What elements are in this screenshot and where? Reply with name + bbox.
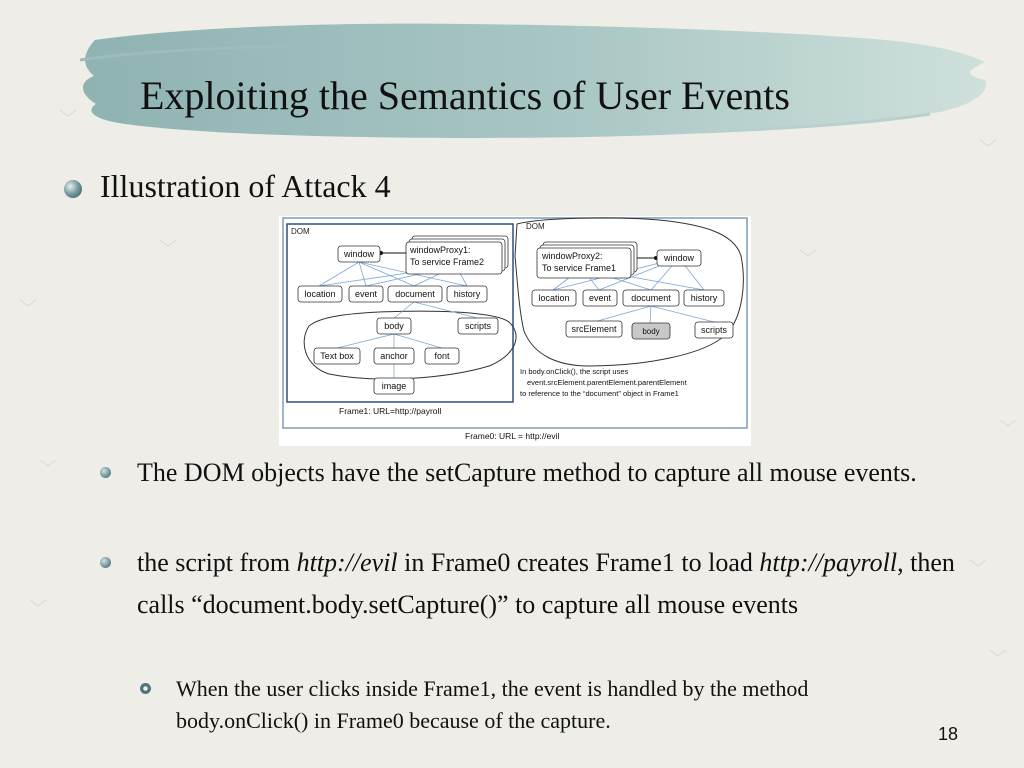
right-node-scripts <box>695 322 733 338</box>
left-node-font <box>425 348 459 364</box>
bullet-sphere-icon <box>64 180 82 198</box>
diagram-note-line3: to reference to the “document” object in Frame1 <box>520 389 679 398</box>
frame0-label: Frame0: URL = http://evil <box>465 431 560 441</box>
svg-text:body: body <box>642 327 660 336</box>
right-node-window-proxy <box>537 242 637 278</box>
svg-text:image: image <box>381 381 407 391</box>
svg-text:history: history <box>690 293 718 303</box>
diagram-note-line2: event.srcElement.parentElement.parentElement <box>527 378 687 387</box>
right-node-location <box>532 290 576 306</box>
svg-text:anchor: anchor <box>380 351 408 361</box>
bullet-setcapture-text: The DOM objects have the setCapture method to capture all mouse events. <box>137 458 917 487</box>
svg-text:scripts: scripts <box>700 325 728 335</box>
left-dom-label: DOM <box>291 227 310 236</box>
left-node-history <box>447 286 487 302</box>
left-node-document <box>388 286 442 302</box>
sub-bullet-text: When the user clicks inside Frame1, the event is handled by the method body.onClick() in Frame0 because of the capture. <box>176 676 809 733</box>
svg-text:To service Frame1: To service Frame1 <box>542 263 617 273</box>
page-number: 18 <box>938 724 959 744</box>
left-node-image <box>374 378 414 394</box>
svg-text:windowProxy2:: windowProxy2: <box>542 251 603 261</box>
right-node-document <box>623 290 679 306</box>
svg-text:scripts: scripts <box>464 321 492 331</box>
bullet-dot-icon <box>100 557 111 568</box>
right-node-window <box>657 250 701 266</box>
left-node-body <box>377 318 411 334</box>
frame1-label: Frame1: URL=http://payroll <box>339 406 442 416</box>
left-node-textbox <box>314 348 360 364</box>
left-node-event <box>349 286 383 302</box>
evil-url: http://evil <box>296 548 398 577</box>
right-dom-label: DOM <box>526 222 545 231</box>
svg-text:body: body <box>384 321 404 331</box>
svg-text:document: document <box>631 293 671 303</box>
right-node-history <box>684 290 724 306</box>
bullet-ring-icon <box>140 683 151 694</box>
svg-text:To service Frame2: To service Frame2 <box>410 257 485 267</box>
svg-text:location: location <box>304 289 336 299</box>
svg-text:Text box: Text box <box>320 351 354 361</box>
svg-text:location: location <box>538 293 570 303</box>
diagram-note-line1: In body.onClick(), the script uses <box>520 367 629 376</box>
left-node-scripts <box>458 318 498 334</box>
right-node-src-element <box>566 321 622 337</box>
bullet-script-frame-text: the script from http://evil in Frame0 creates Frame1 to load http://payroll, then calls “document.body.setCapture()” to capture all mouse events <box>137 548 955 619</box>
bullet-dot-icon <box>100 467 111 478</box>
svg-text:windowProxy1:: windowProxy1: <box>410 245 471 255</box>
svg-text:history: history <box>453 289 481 299</box>
svg-text:window: window <box>343 249 375 259</box>
bullet-illustration-heading: Illustration of Attack 4 <box>100 168 391 204</box>
svg-text:document: document <box>395 289 435 299</box>
left-node-window-proxy <box>406 236 508 274</box>
svg-text:event: event <box>354 289 378 299</box>
slide-title: Exploiting the Semantics of User Events <box>140 73 790 118</box>
svg-text:event: event <box>588 293 612 303</box>
left-node-anchor <box>374 348 414 364</box>
payroll-url: http://payroll <box>759 548 898 577</box>
svg-text:srcElement: srcElement <box>571 324 617 334</box>
right-node-event <box>583 290 617 306</box>
svg-text:window: window <box>663 253 695 263</box>
attack-diagram <box>279 216 751 446</box>
left-node-window <box>338 246 380 262</box>
svg-text:font: font <box>434 351 450 361</box>
left-node-location <box>298 286 342 302</box>
right-node-body <box>632 323 670 339</box>
